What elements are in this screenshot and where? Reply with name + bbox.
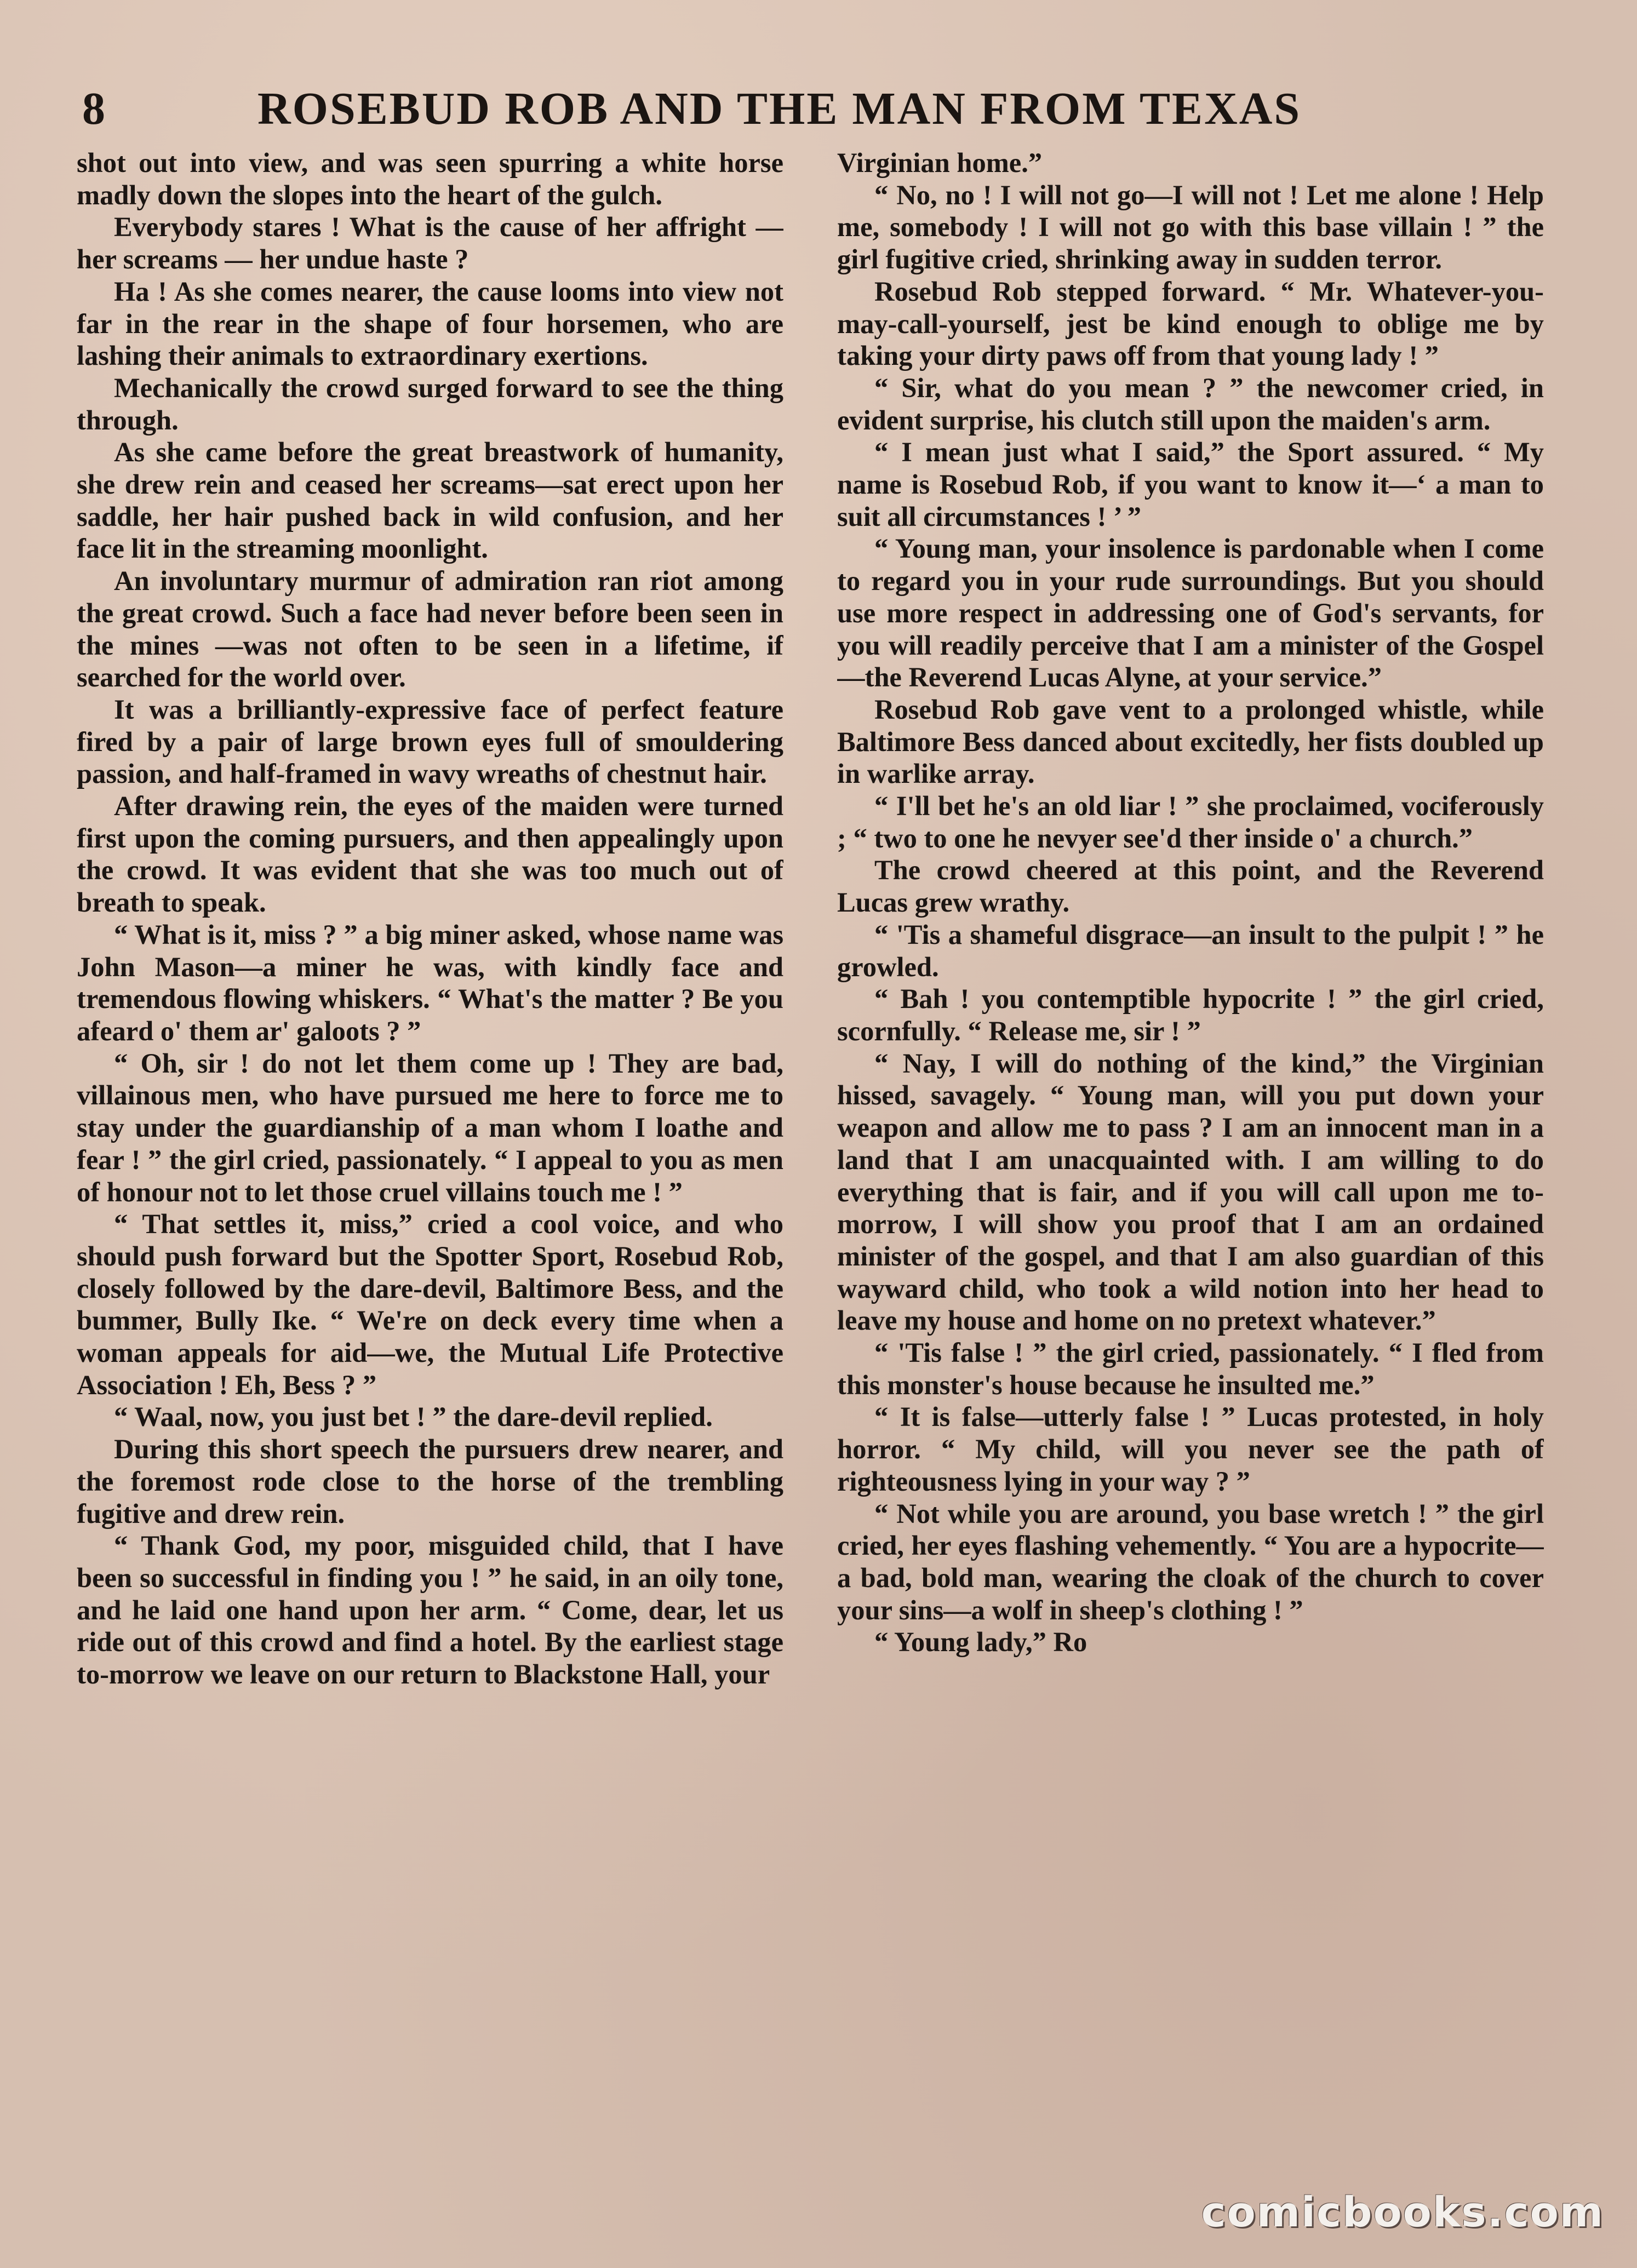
paragraph: As she came before the great breastwork of humanity, she drew rein and ceased her screams—sat erect upon her saddle, her hair pushed back in wild confusion, and her face lit in the streaming moonlight.	[77, 437, 783, 564]
paragraph: Mechanically the crowd surged forward to see the thing through.	[77, 372, 783, 436]
paragraph: Rosebud Rob stepped forward. “ Mr. Whatever-you-may-call-yourself, jest be kind enough to oblige me by taking your dirty paws off from that young lady ! ”	[837, 276, 1544, 371]
paragraph: “ What is it, miss ? ” a big miner asked, whose name was John Mason—a miner he was, with kindly face and tremendous flowing whiskers. “ What's the matter ? Be you afeard o' them ar' galoots ? ”	[77, 919, 783, 1046]
page-header	[77, 82, 1589, 148]
paragraph: The crowd cheered at this point, and the Reverend Lucas grew wrathy.	[837, 855, 1544, 918]
text-column-right	[837, 147, 1544, 2240]
paragraph: “ Young man, your insolence is pardonable when I come to regard you in your rude surroundings. But you should use more respect in addressing one of God's servants, for you will readily perceive that I am a minister of the Gospel—the Reverend Lucas Alyne, at your service.”	[837, 533, 1544, 693]
paragraph: It was a brilliantly-expressive face of perfect feature fired by a pair of large brown eyes full of smouldering passion, and half-framed in wavy wreaths of chestnut hair.	[77, 694, 783, 789]
paragraph: “ I'll bet he's an old liar ! ” she proclaimed, vociferously ; “ two to one he nevyer see'd ther inside o' a church.”	[837, 791, 1544, 854]
paragraph: Everybody stares ! What is the cause of her affright — her screams — her undue haste ?	[77, 211, 783, 275]
paragraph: Rosebud Rob gave vent to a prolonged whistle, while Baltimore Bess danced about excitedly, her fists doubled up in warlike array.	[837, 694, 1544, 789]
page-number: 8	[82, 83, 106, 134]
paragraph: “ Oh, sir ! do not let them come up ! They are bad, villainous men, who have pursued me here to force me to stay under the guardianship of a man whom I loathe and fear ! ” the girl cried, passionately. “ I appeal to you as men of honour not to let those cruel villains touch me ! ”	[77, 1047, 783, 1207]
paragraph: “ 'Tis a shameful disgrace—an insult to the pulpit ! ” he growled.	[837, 919, 1544, 982]
paragraph: “ I mean just what I said,” the Sport assured. “ My name is Rosebud Rob, if you want to know it—‘ a man to suit all circumstances ! ’ ”	[837, 437, 1544, 532]
paragraph: “ Bah ! you contemptible hypocrite ! ” the girl cried, scornfully. “ Release me, sir ! ”	[837, 983, 1544, 1046]
paragraph: “ No, no ! I will not go—I will not ! Let me alone ! Help me, somebody ! I will not go with this base villain ! ” the girl fugitive cried, shrinking away in sudden terror.	[837, 179, 1544, 275]
paragraph: “ 'Tis false ! ” the girl cried, passionately. “ I fled from this monster's house because he insulted me.”	[837, 1337, 1544, 1400]
paragraph: Ha ! As she comes nearer, the cause looms into view not far in the rear in the shape of four horsemen, who are lashing their animals to extraordinary exertions.	[77, 276, 783, 371]
paragraph: “ Nay, I will do nothing of the kind,” the Virginian hissed, savagely. “ Young man, will you put down your weapon and allow me to pass ? I am an innocent man in a land that I am unacquainted with. I am willing to do everything that is fair, and if you will call upon me to-morrow, I will show you proof that I am an ordained minister of the gospel, and that I am also guardian of this wayward child, who took a wild notion into her head to leave my house and home on no pretext whatever.”	[837, 1047, 1544, 1336]
paragraph: “ That settles it, miss,” cried a cool voice, and who should push forward but the Spotter Sport, Rosebud Rob, closely followed by the dare-devil, Baltimore Bess, and the bummer, Bully Ike. “ We're on deck every time when a woman appeals for aid—we, the Mutual Life Protective Association ! Eh, Bess ? ”	[77, 1209, 783, 1400]
paragraph: During this short speech the pursuers drew nearer, and the foremost rode close to the horse of the trembling fugitive and drew rein.	[77, 1434, 783, 1529]
paragraph: “ Young lady,” Ro	[874, 1626, 1087, 1658]
paragraph: “ Sir, what do you mean ? ” the newcomer cried, in evident surprise, his clutch still upon the maiden's arm.	[837, 372, 1544, 436]
paragraph: “ Not while you are around, you base wretch ! ” the girl cried, her eyes flashing vehemently. “ You are a hypocrite—a bad, bold man, wearing the cloak of the church to cover your sins—a wolf in sheep's clothing ! ”	[837, 1498, 1544, 1625]
paragraph: “ Waal, now, you just bet ! ” the dare-devil replied.	[114, 1401, 713, 1433]
paragraph: An involuntary murmur of admiration ran riot among the great crowd. Such a face had never before been seen in the mines —was not often to be seen in a lifetime, if searched for the world over.	[77, 565, 783, 693]
running-title: ROSEBUD ROB AND THE MAN FROM TEXAS	[257, 83, 1302, 134]
watermark: comicbooks.com	[1201, 2187, 1604, 2236]
paragraph: Virginian home.”	[837, 147, 1043, 178]
paragraph: “ Thank God, my poor, misguided child, that I have been so successful in finding you ! ” he said, in an oily tone, and he laid one hand upon her arm. “ Come, dear, let us ride out of this crowd and find a hotel. By the earliest stage to-morrow we leave on our return to Blackstone Hall, your	[77, 1530, 783, 1690]
paragraph: shot out into view, and was seen spurring a white horse madly down the slopes into the heart of the gulch.	[77, 147, 783, 210]
text-column-left	[77, 147, 783, 2240]
paragraph: After drawing rein, the eyes of the maiden were turned first upon the coming pursuers, and then appealingly upon the crowd. It was evident that she was too much out of breath to speak.	[77, 791, 783, 918]
paragraph: “ It is false—utterly false ! ” Lucas protested, in holy horror. “ My child, will you never see the path of righteousness lying in your way ? ”	[837, 1401, 1544, 1497]
